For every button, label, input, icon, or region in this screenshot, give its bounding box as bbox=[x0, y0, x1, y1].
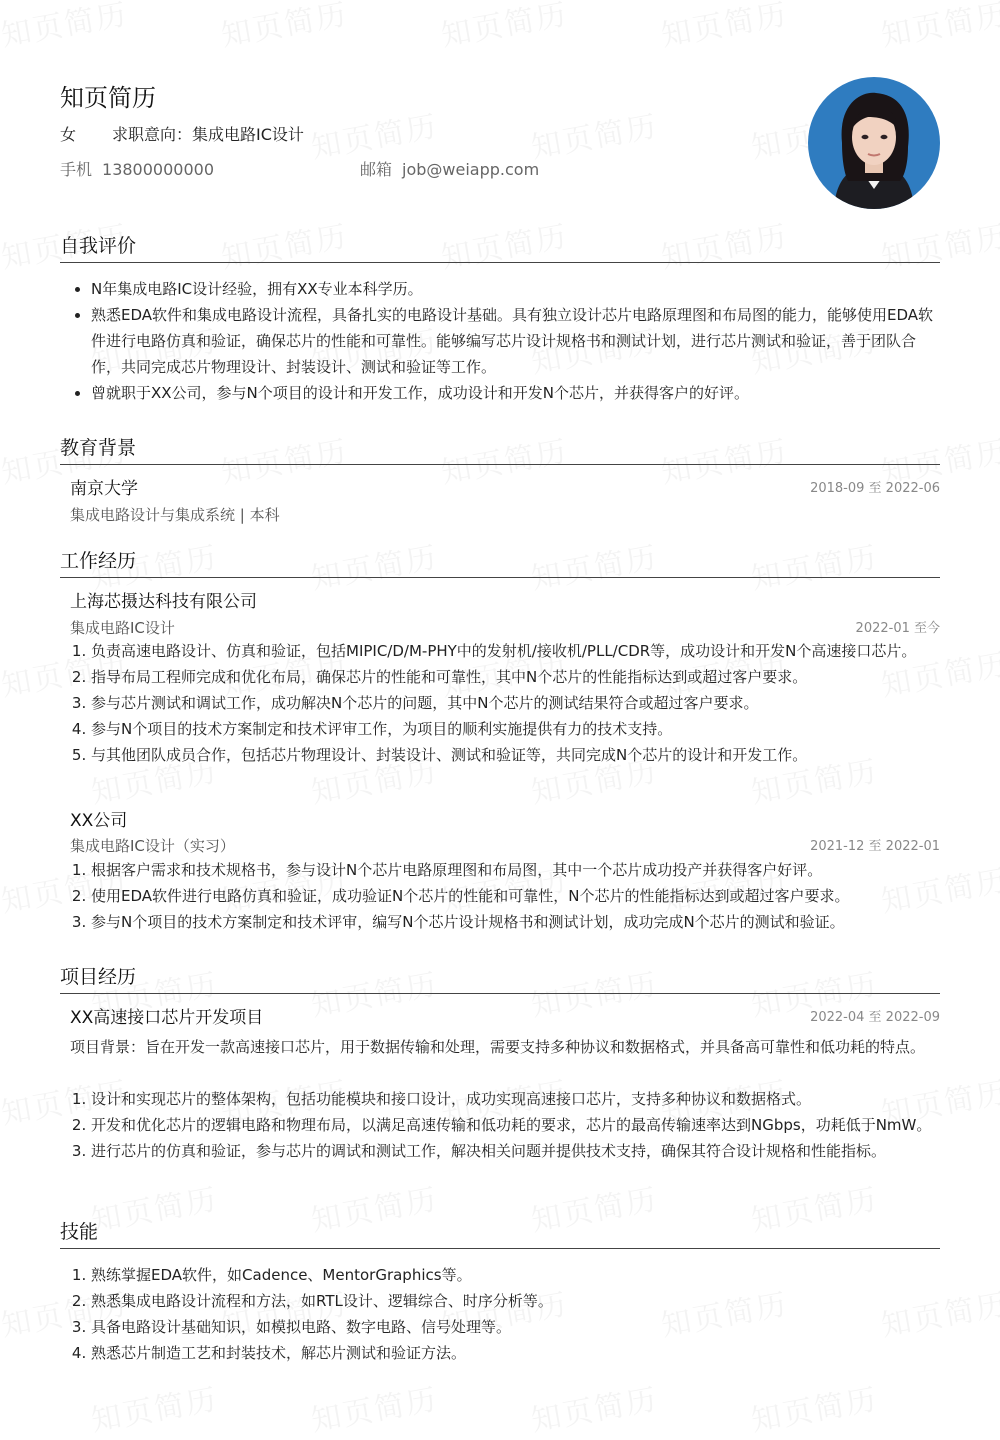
watermark bbox=[657, 0, 791, 55]
watermark bbox=[747, 1374, 881, 1440]
job-date: 2021-12 至 2022-01 bbox=[810, 839, 940, 854]
watermark bbox=[527, 1374, 661, 1440]
list-item: 3. 参与芯片测试和调试工作，成功解决N个芯片的问题，其中N个芯片的测试结果符合或超过客户要求。 bbox=[91, 690, 940, 716]
project-background: 项目背景：旨在开发一款高速接口芯片，用于数据传输和处理，需要支持多种协议和数据格式，并具备高可靠性和低功耗的特点。 bbox=[70, 1038, 926, 1056]
avatar-portrait-icon bbox=[808, 77, 940, 209]
list-item: • N年集成电路IC设计经验，拥有XX专业本科学历。 bbox=[91, 276, 940, 302]
watermark bbox=[217, 0, 351, 55]
list-item: 2. 熟悉集成电路设计流程和方法，如RTL设计、逻辑综合、时序分析等。 bbox=[91, 1288, 940, 1314]
job-role: 集成电路IC设计 bbox=[70, 619, 175, 637]
education-date: 2018-09 至 2022-06 bbox=[810, 481, 940, 496]
job-intent-label: 求职意向： bbox=[112, 125, 193, 144]
watermark bbox=[307, 1374, 441, 1440]
email bbox=[360, 157, 539, 180]
project-tasks-list bbox=[60, 1086, 940, 1164]
list-item: 1. 设计和实现芯片的整体架构，包括功能模块和接口设计，成功实现高速接口芯片，支持多种协议和数据格式。 bbox=[91, 1086, 940, 1112]
email-value: job@weiapp.com bbox=[402, 160, 540, 179]
phone-label: 手机 bbox=[60, 160, 93, 179]
list-item: 2. 使用EDA软件进行电路仿真和验证，成功验证N个芯片的性能和可靠性，N个芯片的性能指标达到或超过客户要求。 bbox=[91, 883, 940, 909]
job-duties-list bbox=[60, 638, 940, 768]
phone-value: 13800000000 bbox=[102, 160, 214, 179]
section-title-project: 项目经历 bbox=[60, 964, 940, 994]
section-title-skills: 技能 bbox=[60, 1219, 940, 1249]
section-title-work: 工作经历 bbox=[60, 548, 940, 578]
list-item: • 曾就职于XX公司，参与N个项目的设计和开发工作，成功设计和开发N个芯片，并获得客户的好评。 bbox=[91, 380, 940, 406]
company-name: 上海芯摄达科技有限公司 bbox=[70, 592, 257, 612]
list-item: 3. 参与N个项目的技术方案制定和技术评审，编写N个芯片设计规格书和测试计划，成功完成N个芯片的测试和验证。 bbox=[91, 909, 940, 935]
section-title-self-eval: 自我评价 bbox=[60, 233, 940, 263]
list-item: 2. 开发和优化芯片的逻辑电路和物理布局，以满足高速传输和低功耗的要求，芯片的最高传输速率达到NGbps，功耗低于NmW。 bbox=[91, 1112, 940, 1138]
watermark bbox=[437, 0, 571, 55]
watermark bbox=[877, 0, 1000, 55]
list-item: 4. 参与N个项目的技术方案制定和技术评审工作，为项目的顺利实施提供有力的技术支持。 bbox=[91, 716, 940, 742]
job-role: 集成电路IC设计（实习） bbox=[70, 837, 235, 855]
list-item: 1. 熟练掌握EDA软件，如Cadence、MentorGraphics等。 bbox=[91, 1262, 940, 1288]
list-item: • 熟悉EDA软件和集成电路设计流程，具备扎实的电路设计基础。具有独立设计芯片电路原理图和布局图的能力，能够使用EDA软件进行电路仿真和验证，确保芯片的性能和可靠性。能够编写芯片设计规格书和测试计划，进行芯片测试和验证，善于团队合作，共同完成芯片物理设计、封装设计、测试和验证等工作。 bbox=[91, 302, 940, 380]
job-date: 2022-01 至今 bbox=[855, 621, 940, 636]
phone bbox=[60, 157, 214, 180]
job-intent bbox=[112, 122, 304, 145]
job-intent-value: 集成电路IC设计 bbox=[192, 125, 304, 144]
section-title-education: 教育背景 bbox=[60, 435, 940, 465]
school-name: 南京大学 bbox=[70, 479, 138, 499]
email-label: 邮箱 bbox=[360, 160, 393, 179]
watermark bbox=[0, 0, 131, 55]
watermark bbox=[87, 1374, 221, 1440]
list-item: 2. 指导布局工程师完成和优化布局，确保芯片的性能和可靠性，其中N个芯片的性能指标达到或超过客户要求。 bbox=[91, 664, 940, 690]
list-item: 4. 熟悉芯片制造工艺和封装技术，解芯片测试和验证方法。 bbox=[91, 1340, 940, 1366]
project-date: 2022-04 至 2022-09 bbox=[810, 1010, 940, 1025]
list-item: 1. 根据客户需求和技术规格书，参与设计N个芯片电路原理图和布局图，其中一个芯片成功投产并获得客户好评。 bbox=[91, 857, 940, 883]
avatar bbox=[808, 77, 940, 209]
education-major: 集成电路设计与集成系统 | 本科 bbox=[70, 506, 280, 524]
gender: 女 bbox=[60, 125, 77, 144]
list-item: 3. 进行芯片的仿真和验证，参与芯片的调试和测试工作，解决相关问题并提供技术支持，确保其符合设计规格和性能指标。 bbox=[91, 1138, 940, 1164]
list-item: 1. 负责高速电路设计、仿真和验证，包括MIPIC/D/M-PHY中的发射机/接收机/PLL/CDR等，成功设计和开发N个高速接口芯片。 bbox=[91, 638, 940, 664]
skills-list bbox=[60, 1262, 940, 1366]
list-item: 5. 与其他团队成员合作，包括芯片物理设计、封装设计、测试和验证等，共同完成N个芯片的设计和开发工作。 bbox=[91, 742, 940, 768]
job-duties-list bbox=[60, 857, 940, 935]
self-eval-list bbox=[60, 276, 940, 406]
project-name: XX高速接口芯片开发项目 bbox=[70, 1008, 264, 1028]
watermark bbox=[527, 101, 661, 167]
list-item: 3. 具备电路设计基础知识，如模拟电路、数字电路、信号处理等。 bbox=[91, 1314, 940, 1340]
company-name: XX公司 bbox=[70, 811, 128, 831]
resume-name: 知页简历 bbox=[60, 84, 156, 112]
